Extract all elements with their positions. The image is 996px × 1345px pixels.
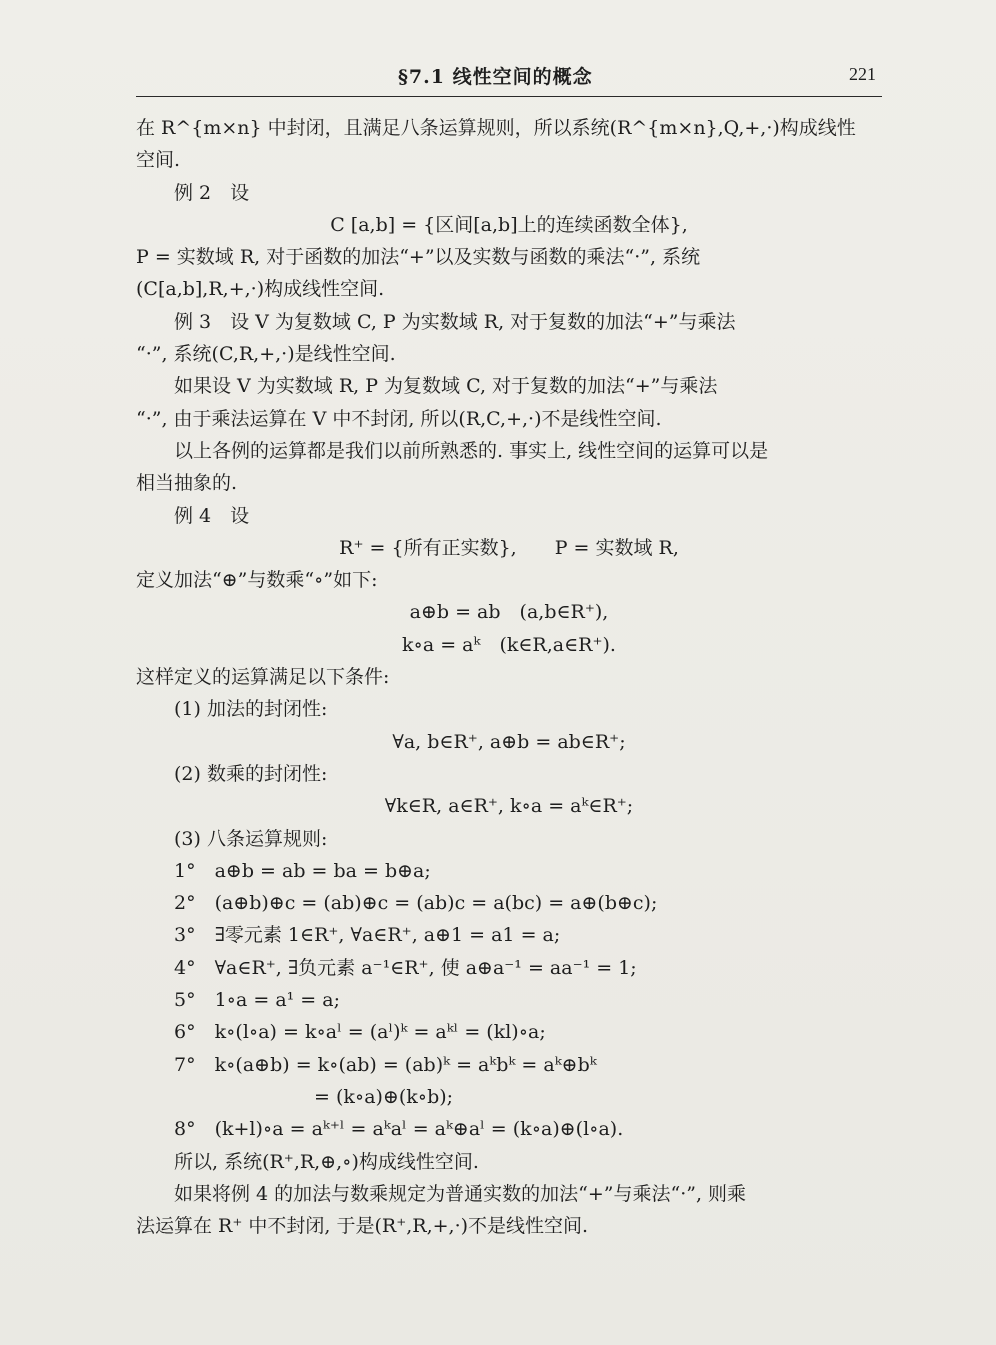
text-line: 空间. (136, 149, 181, 172)
text-line: C [a,b] = {区间[a,b]上的连续函数全体}, (330, 213, 688, 236)
text-line: 4° ∀a∈R⁺, ∃负元素 a⁻¹∈R⁺, 使 a⊕a⁻¹ = aa⁻¹ = 1; (174, 956, 637, 979)
text-line: k∘a = aᵏ (k∈R,a∈R⁺). (402, 633, 616, 656)
text-line: 1° a⊕b = ab = ba = b⊕a; (174, 859, 431, 882)
text-line: ∀k∈R, a∈R⁺, k∘a = aᵏ∈R⁺; (384, 795, 634, 818)
text-line: 例 2 设 (174, 181, 250, 204)
text-line: 以上各例的运算都是我们以前所熟悉的. 事实上, 线性空间的运算可以是 (174, 439, 769, 462)
text-line: 相当抽象的. (136, 472, 238, 495)
text-line: R⁺ = {所有正实数}, P = 实数域 R, (339, 536, 679, 559)
text-line: 所以, 系统(R⁺,R,⊕,∘)构成线性空间. (174, 1150, 479, 1173)
text-line: 5° 1∘a = a¹ = a; (174, 989, 340, 1012)
page-number: 221 (849, 64, 876, 84)
text-line: 这样定义的运算满足以下条件: (136, 666, 390, 689)
text-line: 3° ∃零元素 1∈R⁺, ∀a∈R⁺, a⊕1 = a1 = a; (174, 924, 561, 947)
running-header (136, 62, 882, 97)
text-line: (C[a,b],R,+,·)构成线性空间. (136, 278, 385, 301)
text-line: 如果设 V 为实数域 R, P 为复数域 C, 对于复数的加法“+”与乘法 (174, 375, 718, 398)
text-line: 2° (a⊕b)⊕c = (ab)⊕c = (ab)c = a(bc) = a⊕(b⊕c); (174, 892, 658, 915)
text-line: (1) 加法的封闭性: (174, 698, 328, 721)
body-text (136, 112, 882, 1242)
text-line: 定义加法“⊕”与数乘“∘”如下: (136, 569, 378, 592)
text-line: “·”, 系统(C,R,+,·)是线性空间. (136, 343, 396, 366)
text-line: = (k∘a)⊕(k∘b); (314, 1085, 454, 1108)
text-line: 法运算在 R⁺ 中不封闭, 于是(R⁺,R,+,·)不是线性空间. (136, 1215, 589, 1238)
section-title: §7.1 线性空间的概念 (398, 66, 593, 88)
text-line: P = 实数域 R, 对于函数的加法“+”以及实数与函数的乘法“·”, 系统 (136, 246, 701, 269)
text-line: 例 3 设 V 为复数域 C, P 为实数域 R, 对于复数的加法“+”与乘法 (174, 310, 736, 333)
text-line: (3) 八条运算规则: (174, 827, 328, 850)
text-line: 在 R^{m×n} 中封闭，且满足八条运算规则，所以系统(R^{m×n},Q,+,·)构成线性 (136, 117, 856, 139)
text-line: 7° k∘(a⊕b) = k∘(ab) = (ab)ᵏ = aᵏbᵏ = aᵏ⊕bᵏ (174, 1053, 597, 1076)
text-line: 6° k∘(l∘a) = k∘aˡ = (aˡ)ᵏ = aᵏˡ = (kl)∘a; (174, 1021, 546, 1044)
text-line: (2) 数乘的封闭性: (174, 762, 328, 785)
text-line: “·”, 由于乘法运算在 V 中不封闭, 所以(R,C,+,·)不是线性空间. (136, 407, 662, 430)
text-line: 如果将例 4 的加法与数乘规定为普通实数的加法“+”与乘法“·”, 则乘 (174, 1182, 747, 1205)
text-line: a⊕b = ab (a,b∈R⁺), (409, 601, 609, 624)
text-line: ∀a, b∈R⁺, a⊕b = ab∈R⁺; (392, 730, 626, 753)
text-line: 8° (k+l)∘a = aᵏ⁺ˡ = aᵏaˡ = aᵏ⊕aˡ = (k∘a)⊕(l∘a). (174, 1118, 624, 1141)
text-line: 例 4 设 (174, 504, 250, 527)
